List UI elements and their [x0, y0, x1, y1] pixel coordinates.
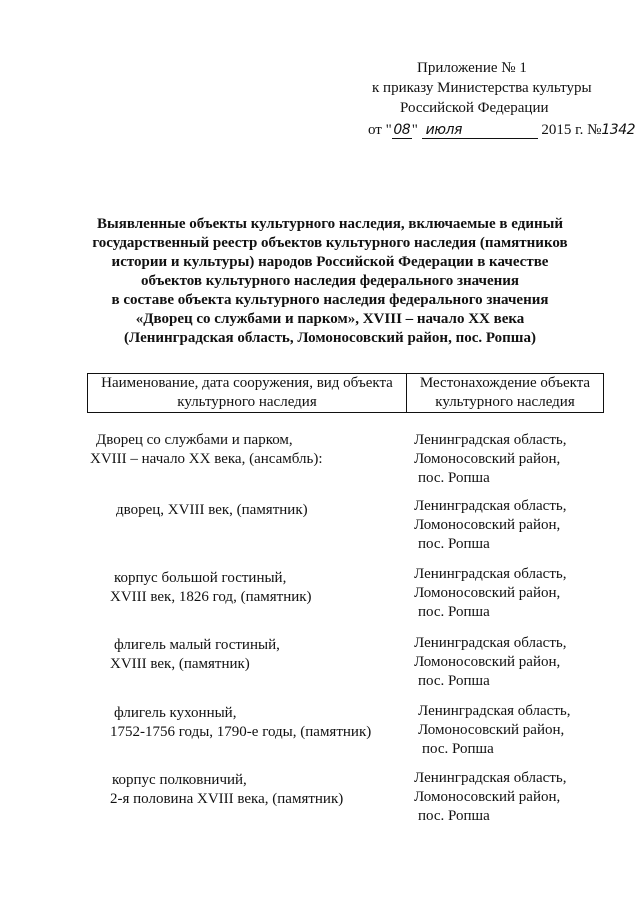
- location-region: Ленинградская область,: [418, 703, 571, 719]
- header-name-column: [88, 374, 407, 412]
- location-settlement: пос. Ропша: [418, 808, 490, 824]
- appendix-federation-line: Российской Федерации: [400, 100, 549, 116]
- order-number: 1342: [601, 122, 636, 138]
- location-region: Ленинградская область,: [414, 770, 567, 786]
- table-header: [87, 373, 604, 413]
- heading-line: истории и культуры) народов Российской Федерации в качестве: [111, 254, 549, 270]
- date-quote: ": [411, 122, 418, 138]
- object-location: [418, 702, 618, 759]
- location-district: Ломоносовский район,: [414, 517, 561, 533]
- date-month: июля: [422, 122, 538, 139]
- location-region: Ленинградская область,: [414, 432, 567, 448]
- location-region: Ленинградская область,: [414, 635, 567, 651]
- location-region: Ленинградская область,: [414, 498, 567, 514]
- object-location: [414, 634, 614, 691]
- heading-line: государственный реестр объектов культурного наследия (памятников: [92, 235, 568, 251]
- date-year: 2015 г. №: [541, 122, 602, 138]
- object-date: XVIII – начало XX века, (ансамбль):: [90, 451, 323, 467]
- location-settlement: пос. Ропша: [422, 741, 494, 757]
- appendix-order-line: к приказу Министерства культуры: [372, 80, 592, 96]
- header-name-line2: культурного наследия: [177, 394, 317, 410]
- object-date: XVIII век, 1826 год, (памятник): [110, 589, 312, 605]
- location-district: Ломоносовский район,: [414, 654, 561, 670]
- object-date: 2-я половина XVIII века, (памятник): [110, 791, 344, 807]
- document-heading: [80, 215, 580, 348]
- object-name: корпус большой гостиный,: [114, 570, 287, 586]
- object-date: 1752-1756 годы, 1790-е годы, (памятник): [110, 724, 372, 740]
- location-settlement: пос. Ропша: [418, 673, 490, 689]
- object-location: [414, 769, 614, 826]
- header-location-line1: Местонахождение объекта: [419, 375, 591, 391]
- location-settlement: пос. Ропша: [418, 470, 490, 486]
- header-name-line1: Наименование, дата сооружения, вид объекта: [101, 375, 393, 391]
- appendix-title: Приложение № 1: [417, 60, 527, 76]
- location-settlement: пос. Ропша: [418, 536, 490, 552]
- location-region: Ленинградская область,: [414, 566, 567, 582]
- object-name: флигель кухонный,: [114, 705, 237, 721]
- object-date: XVIII век, (памятник): [110, 656, 250, 672]
- heading-line: (Ленинградская область, Ломоносовский район, пос. Ропша): [124, 330, 536, 346]
- object-name: флигель малый гостиный,: [114, 637, 280, 653]
- location-district: Ломоносовский район,: [414, 451, 561, 467]
- heading-line: объектов культурного наследия федерального значения: [140, 273, 520, 289]
- object-location: [414, 431, 614, 488]
- location-settlement: пос. Ропша: [418, 604, 490, 620]
- date-day: 08: [393, 122, 411, 138]
- object-name: дворец, XVIII век, (памятник): [116, 502, 308, 518]
- object-name: Дворец со службами и парком,: [96, 432, 293, 448]
- heading-line: Выявленные объекты культурного наследия, включаемые в единый: [97, 216, 563, 232]
- appendix-date-line: [368, 122, 635, 139]
- header-location-column: [407, 374, 603, 412]
- heading-line: «Дворец со службами и парком», XVIII – начало XX века: [135, 311, 525, 327]
- location-district: Ломоносовский район,: [414, 789, 561, 805]
- header-location-line2: культурного наследия: [435, 394, 575, 410]
- location-district: Ломоносовский район,: [414, 585, 561, 601]
- object-location: [414, 497, 614, 554]
- date-prefix: от ": [368, 122, 392, 138]
- object-name: корпус полковничий,: [112, 772, 247, 788]
- heading-line: в составе объекта культурного наследия федерального значения: [111, 292, 549, 308]
- object-location: [414, 565, 614, 622]
- location-district: Ломоносовский район,: [418, 722, 565, 738]
